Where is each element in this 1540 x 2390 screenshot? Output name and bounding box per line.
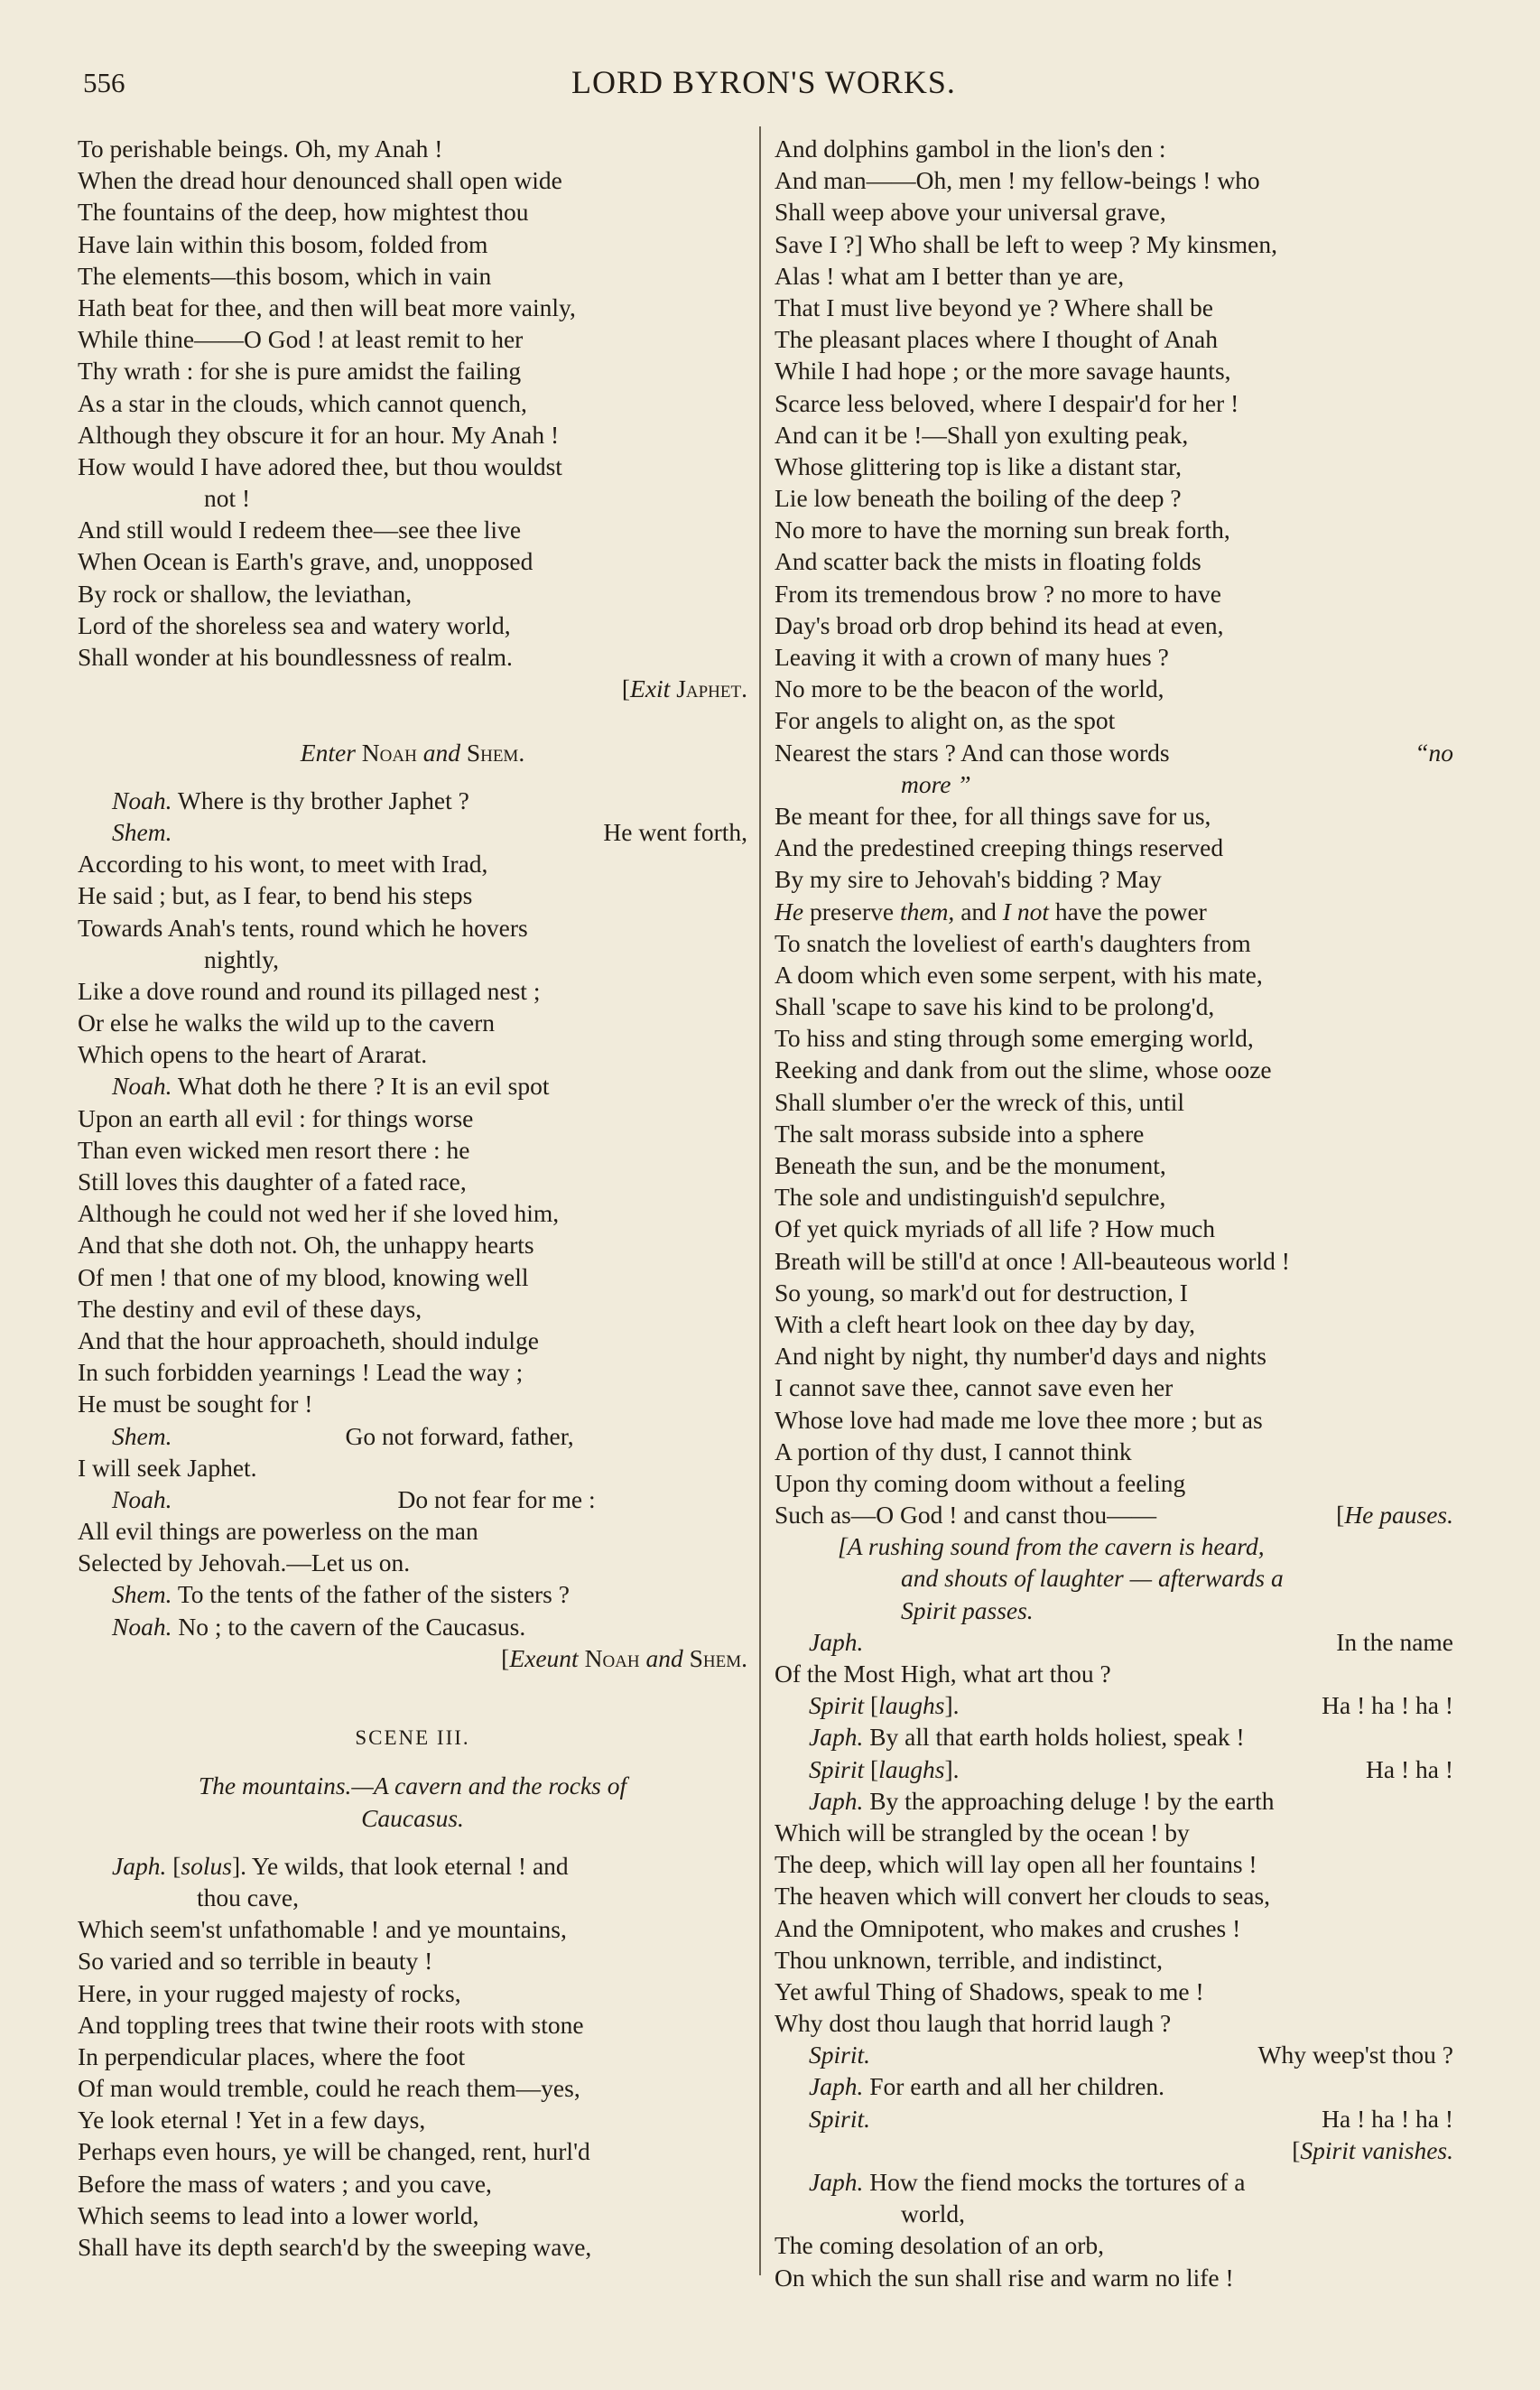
scene-heading: SCENE III. — [355, 1726, 470, 1750]
verse-line: The elements—this bosom, which in vain — [78, 261, 492, 290]
verse-line: Why dost thou laugh that horrid laugh ? — [775, 2009, 1172, 2038]
verse-text: and — [960, 897, 997, 925]
verse-line: Be meant for thee, for all things save for us, — [775, 801, 1211, 830]
verse-line: Alas ! what am I better than ye are, — [775, 261, 1125, 290]
verse-line: Beneath the sun, and be the monument, — [775, 1151, 1166, 1179]
stage-direction — [1336, 1499, 1453, 1530]
speech: Ye wilds, that look eternal ! and — [251, 1851, 569, 1880]
verse-line: With a cleft heart look on thee day by day, — [775, 1309, 1195, 1338]
verse-line: He said ; but, as I fear, to bend his steps — [78, 881, 473, 910]
stage-direction-enter — [78, 737, 747, 768]
verse-line: The deep, which will lay open all her fountains ! — [775, 1850, 1257, 1879]
verse-line: Shall wonder at his boundlessness of realm. — [78, 643, 513, 671]
verse-line: And man——Oh, men ! my fellow-beings ! who — [775, 166, 1260, 195]
verse-line: Upon thy coming doom without a feeling — [775, 1468, 1186, 1497]
verse-line: And the Omnipotent, who makes and crushes ! — [775, 1913, 1241, 1942]
verse-line: Ye look eternal ! Yet in a few days, — [78, 2106, 426, 2134]
verse-line: Day's broad orb drop behind its head at even, — [775, 610, 1224, 639]
bracket: [ — [501, 1643, 510, 1672]
verse-line: According to his wont, to meet with Irad, — [78, 850, 488, 879]
dialogue-line — [775, 1721, 1453, 1753]
speech: How the fiend mocks the tortures of a — [869, 2168, 1246, 2196]
verse-text: have the power — [1054, 897, 1207, 925]
speaker: Shem. — [112, 1421, 172, 1450]
verse-line: In perpendicular places, where the foot — [78, 2041, 466, 2070]
verse-line — [775, 737, 1453, 768]
column-divider — [759, 126, 761, 2275]
verse-line: And the predestined creeping things reserved — [775, 833, 1224, 862]
speaker: Spirit. — [809, 2104, 870, 2133]
verse-line: Towards Anah's tents, round which he hovers — [78, 913, 528, 942]
verse-line: To perishable beings. Oh, my Anah ! — [78, 135, 443, 163]
bracket: [ — [1292, 2135, 1301, 2164]
verse-line: The destiny and evil of these days, — [78, 1294, 422, 1323]
stage-direction — [775, 1530, 1453, 1562]
verse-line: And that the hour approacheth, should indulge — [78, 1325, 539, 1354]
verse-line: Of the Most High, what art thou ? — [775, 1660, 1111, 1688]
verse-line: Which opens to the heart of Ararat. — [78, 1040, 428, 1069]
verse-line: Whose love had made me love thee more ; but as — [775, 1405, 1263, 1434]
verse-line: Thy wrath : for she is pure amidst the failing — [78, 357, 522, 386]
verse-line: The heaven which will convert her clouds to seas, — [775, 1882, 1271, 1911]
verse-line: Which will be strangled by the ocean ! by — [775, 1818, 1190, 1846]
dialogue-line — [78, 785, 747, 816]
stage-direction-exit — [775, 2134, 1453, 2166]
scene-setting — [78, 1802, 747, 1834]
verse-line: Which seems to lead into a lower world, — [78, 2200, 479, 2229]
verse-line: The pleasant places where I thought of Anah — [775, 325, 1219, 354]
verse-line: Reeking and dank from out the slime, whose ooze — [775, 1056, 1272, 1084]
verse-text: preserve — [809, 897, 895, 925]
verse-line: Or else he walks the wild up to the cavern — [78, 1009, 496, 1037]
direction: and shouts of laughter — afterwards a — [901, 1564, 1284, 1593]
verse-line: And that she doth not. Oh, the unhappy hearts — [78, 1231, 534, 1260]
speaker: Shem. — [112, 1580, 172, 1609]
speech: What doth he there ? It is an evil spot — [177, 1072, 550, 1101]
verse-line: Yet awful Thing of Shadows, speak to me ! — [775, 1976, 1204, 2005]
dialogue-line — [78, 1420, 747, 1452]
verse-line: While thine——O God ! at least remit to her — [78, 325, 524, 354]
verse-line: For angels to alight on, as the spot — [775, 706, 1116, 735]
page-header — [83, 60, 1444, 110]
direction: He pauses. — [1344, 1501, 1453, 1530]
verse-line: No more to have the morning sun break forth, — [775, 516, 1230, 544]
verse-line-continuation: not ! — [204, 484, 251, 513]
bracket: ]. — [944, 1754, 960, 1783]
quoted-words: more ” — [901, 769, 971, 798]
verse-line — [775, 1499, 1453, 1530]
dialogue-line — [775, 1785, 1453, 1817]
dialogue-line — [775, 2103, 1453, 2134]
verse-line: The coming desolation of an orb, — [775, 2231, 1105, 2260]
verse-line: The fountains of the deep, how mightest thou — [78, 198, 529, 227]
verse-line: By rock or shallow, the leviathan, — [78, 579, 413, 608]
dialogue-line — [775, 1689, 1453, 1721]
bracket: [ — [1336, 1501, 1345, 1530]
speaker: Japh. — [809, 2072, 864, 2101]
speech: Ha ! ha ! ha ! — [1322, 2104, 1453, 2133]
speech: Do not fear for me : — [397, 1484, 596, 1513]
direction-verb: Enter — [300, 738, 356, 767]
verse-line: So varied and so terrible in beauty ! — [78, 1947, 433, 1976]
verse-line: Here, in your rugged majesty of rocks, — [78, 1978, 461, 2007]
speaker: Spirit — [809, 1754, 865, 1783]
verse-line: From its tremendous brow ? no more to have — [775, 579, 1221, 608]
verse-line: And dolphins gambol in the lion's den : — [775, 135, 1166, 163]
direction-verb: Exit — [630, 674, 671, 703]
verse-line-continuation — [775, 768, 1453, 800]
verse-line — [775, 896, 1453, 927]
speaker: Noah. — [112, 1484, 172, 1513]
verse-line: He must be sought for ! — [78, 1390, 313, 1418]
speaker: Noah. — [112, 1612, 172, 1641]
direction: Spirit passes. — [901, 1595, 1034, 1624]
verse-line: Lie low beneath the boiling of the deep ? — [775, 484, 1182, 513]
verse-line: All evil things are powerless on the man — [78, 1517, 478, 1546]
bracket: ]. — [944, 1691, 960, 1720]
dialogue-line — [78, 1070, 747, 1102]
speech: To the tents of the father of the sisters ? — [177, 1580, 570, 1609]
stage-direction — [775, 1562, 1453, 1594]
direction-conjunction: and — [422, 738, 460, 767]
speaker: Shem. — [112, 817, 172, 846]
speech: In the name — [1336, 1627, 1453, 1656]
verse-line: Of yet quick myriads of all life ? How much — [775, 1214, 1215, 1243]
speaker: Noah. — [112, 1072, 172, 1101]
verse-line-continuation: world, — [901, 2199, 966, 2228]
verse-line: That I must live beyond ye ? Where shall be — [775, 293, 1213, 321]
verse-line: To snatch the loveliest of earth's daughters from — [775, 928, 1251, 957]
emphasis: them, — [899, 897, 955, 925]
character-name: Shem. — [466, 738, 525, 767]
verse-line: And can it be !—Shall yon exulting peak, — [775, 420, 1189, 449]
direction: solus — [181, 1851, 232, 1880]
verse-line: A doom which even some serpent, with his mate, — [775, 960, 1263, 989]
speaker: Japh. — [809, 1786, 864, 1815]
verse-line: And night by night, thy number'd days and nights — [775, 1342, 1266, 1371]
verse-line: And still would I redeem thee—see thee live — [78, 516, 522, 544]
verse-line: Whose glittering top is like a distant star, — [775, 451, 1183, 480]
speaker: Japh. — [809, 1627, 864, 1656]
verse-line: Like a dove round and round its pillaged nest ; — [78, 976, 541, 1005]
speech: Ha ! ha ! ha ! — [1322, 1691, 1453, 1720]
verse-line: Perhaps even hours, ye will be changed, rent, hurl'd — [78, 2137, 590, 2166]
speech: For earth and all her children. — [869, 2072, 1165, 2101]
verse-line: Shall weep above your universal grave, — [775, 198, 1166, 227]
character-name: Noah — [584, 1643, 640, 1672]
scene-setting-text: The mountains.—A cavern and the rocks of — [198, 1772, 627, 1800]
verse-line: Upon an earth all evil : for things worse — [78, 1103, 474, 1132]
verse-text: Nearest the stars ? And can those words — [775, 738, 1170, 767]
verse-line: Thou unknown, terrible, and indistinct, — [775, 1945, 1163, 1974]
speaker: Spirit — [809, 1691, 865, 1720]
speaker: Japh. — [809, 1723, 864, 1752]
verse-line: Leaving it with a crown of many hues ? — [775, 643, 1169, 671]
bracket: [ — [621, 674, 631, 703]
character-name: Shem. — [689, 1643, 747, 1672]
speech: Go not forward, father, — [345, 1421, 574, 1450]
verse-line: The salt morass subside into a sphere — [775, 1119, 1145, 1148]
speaker: Spirit. — [809, 2041, 870, 2069]
verse-line: A portion of thy dust, I cannot think — [775, 1437, 1132, 1465]
scene-setting-text: Caucasus. — [361, 1803, 464, 1832]
stage-direction — [775, 1595, 1453, 1626]
verse-line: Hath beat for thee, and then will beat more vainly, — [78, 293, 576, 321]
speaker-group — [809, 1689, 960, 1721]
verse-line: When Ocean is Earth's grave, and, unopposed — [78, 547, 533, 576]
verse-line: So young, so mark'd out for destruction, I — [775, 1278, 1188, 1307]
verse-line: Than even wicked men resort there : he — [78, 1135, 470, 1164]
speaker: Japh. — [809, 2168, 864, 2196]
verse-line: I cannot save thee, cannot save even her — [775, 1373, 1174, 1402]
quoted-words: “no — [1415, 738, 1453, 767]
running-title: LORD BYRON'S WORKS. — [571, 64, 956, 100]
speech: Why weep'st thou ? — [1257, 2041, 1453, 2069]
verse-line: Shall have its depth search'd by the sweeping wave, — [78, 2233, 592, 2261]
direction: Spirit vanishes. — [1300, 2135, 1453, 2164]
dialogue-line — [775, 1626, 1453, 1658]
verse-line: Before the mass of waters ; and you cave, — [78, 2169, 492, 2198]
verse-line: Shall slumber o'er the wreck of this, until — [775, 1087, 1185, 1116]
bracket: ]. — [231, 1851, 246, 1880]
verse-line: Selected by Jehovah.—Let us on. — [78, 1548, 411, 1577]
character-name: Noah — [361, 738, 417, 767]
bracket: [ — [870, 1691, 879, 1720]
verse-line: Which seem'st unfathomable ! and ye mountains, — [78, 1915, 567, 1944]
direction: laughs — [878, 1691, 945, 1720]
verse-line: On which the sun shall rise and warm no life ! — [775, 2263, 1234, 2292]
verse-line: Save I ?] Who shall be left to weep ? My kinsmen, — [775, 229, 1277, 258]
dialogue-line — [78, 816, 747, 848]
speaker: Noah. — [112, 786, 172, 814]
speaker: Japh. — [112, 1851, 167, 1880]
verse-line: No more to be the beacon of the world, — [775, 674, 1164, 703]
verse-line: Breath will be still'd at once ! All-beauteous world ! — [775, 1246, 1290, 1275]
verse-line-continuation: thou cave, — [197, 1883, 300, 1911]
verse-line-continuation: nightly, — [204, 944, 280, 973]
character-name: Japhet. — [676, 674, 747, 703]
dialogue-line — [775, 1753, 1453, 1785]
verse-line: And toppling trees that twine their roots with stone — [78, 2010, 584, 2039]
stage-direction-exeunt — [78, 1642, 747, 1674]
dialogue-line — [775, 2166, 1453, 2198]
verse-line: How would I have adored thee, but thou wouldst — [78, 451, 562, 480]
verse-line: As a star in the clouds, which cannot quench, — [78, 388, 527, 417]
right-column — [775, 133, 1453, 2293]
verse-line: To hiss and sting through some emerging world, — [775, 1024, 1254, 1053]
verse-line: In such forbidden yearnings ! Lead the way ; — [78, 1358, 524, 1387]
verse-line: Although they obscure it for an hour. My Anah ! — [78, 420, 560, 449]
speaker-group — [809, 1753, 960, 1785]
bracket: [ — [870, 1754, 879, 1783]
stage-direction-exit — [78, 673, 747, 704]
verse-line: Shall 'scape to save his kind to be prolong'd, — [775, 992, 1215, 1021]
direction-verb: Exeunt — [509, 1643, 579, 1672]
dialogue-line — [78, 1611, 747, 1642]
speech: By all that earth holds holiest, speak ! — [869, 1723, 1245, 1752]
speech: Ha ! ha ! — [1366, 1754, 1453, 1783]
verse-line: I will seek Japhet. — [78, 1453, 257, 1482]
dialogue-line — [775, 2039, 1453, 2070]
dialogue-line — [78, 1850, 747, 1882]
verse-line: The sole and undistinguish'd sepulchre, — [775, 1183, 1166, 1212]
verse-line: Of man would tremble, could he reach them—yes, — [78, 2074, 580, 2103]
emphasis: He — [775, 897, 804, 925]
left-column — [78, 133, 747, 2263]
scene-setting — [78, 1770, 747, 1801]
emphasis: I — [1002, 897, 1011, 925]
direction: laughs — [878, 1754, 945, 1783]
verse-line: While I had hope ; or the more savage haunts, — [775, 357, 1231, 386]
speech: By the approaching deluge ! by the earth — [869, 1786, 1275, 1815]
verse-line: Of men ! that one of my blood, knowing well — [78, 1262, 529, 1291]
verse-line: Although he could not wed her if she loved him, — [78, 1199, 560, 1228]
page-number: 556 — [83, 67, 125, 98]
direction: [A rushing sound from the cavern is heard, — [838, 1532, 1265, 1561]
verse-text: Such as—O God ! and canst thou—— — [775, 1501, 1157, 1530]
dialogue-line — [78, 1578, 747, 1610]
speech: Where is thy brother Japhet ? — [177, 786, 469, 814]
dialogue-line — [775, 2070, 1453, 2102]
verse-line: Lord of the shoreless sea and watery world, — [78, 610, 511, 639]
dialogue-line — [78, 1483, 747, 1515]
speech: He went forth, — [603, 817, 747, 846]
verse-line: By my sire to Jehovah's bidding ? May — [775, 865, 1162, 894]
speech: No ; to the cavern of the Caucasus. — [178, 1612, 526, 1641]
verse-line: When the dread hour denounced shall open wide — [78, 166, 562, 195]
verse-line: Still loves this daughter of a fated race, — [78, 1167, 467, 1195]
direction-conjunction: and — [645, 1643, 683, 1672]
verse-line: Scarce less beloved, where I despair'd for her ! — [775, 388, 1239, 417]
verse-line: Have lain within this bosom, folded from — [78, 229, 488, 258]
emphasis: not — [1016, 897, 1049, 925]
bracket: [ — [172, 1851, 181, 1880]
verse-line: And scatter back the mists in floating folds — [775, 547, 1201, 576]
